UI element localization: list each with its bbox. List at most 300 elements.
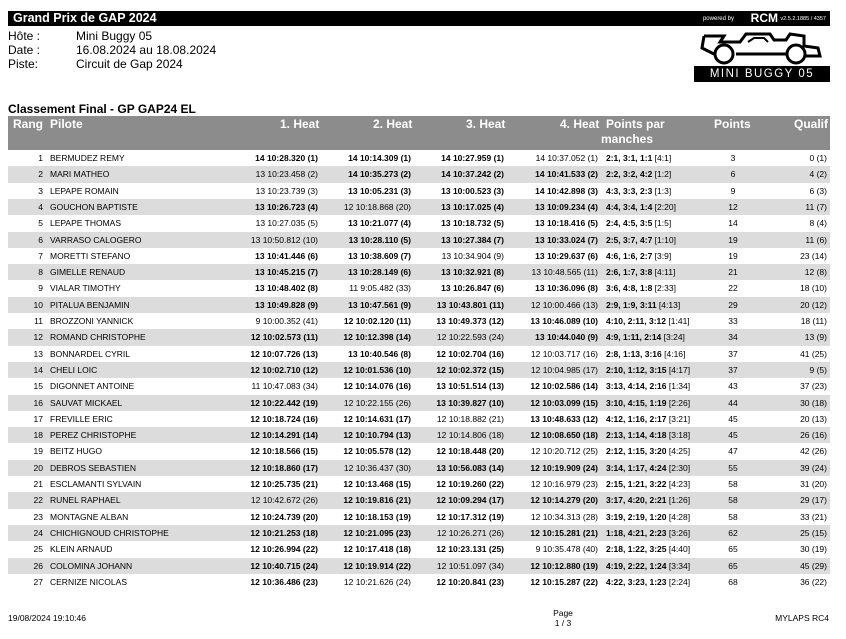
cell-heat3: 13 10:27.384 (7) [441,234,504,245]
cell-heat2: 13 10:47.561 (9) [348,299,411,310]
cell-rang: 21 [33,479,43,489]
cell-heat4: 12 10:08.650 (18) [530,430,598,441]
cell-qualif: 30 (19) [800,544,827,555]
footer-software: MYLAPS RC4 [775,613,829,623]
cell-points-par-manche: 2:6, 1:7, 3:8 [4:11] [606,267,676,278]
cell-points: 33 [728,316,738,326]
cell-points-par-manche: 2:18, 1:22, 3:25 [4:40] [606,544,691,555]
cell-points-par-manche: 4:4, 3:4, 1:4 [2:20] [606,201,676,212]
info-date-value: 16.08.2024 au 18.08.2024 [76,43,217,57]
cell-rang: 12 [33,332,43,343]
cell-points-par-manche: 2:15, 1:21, 3:22 [4:23] [606,479,691,489]
cell-heat3: 12 10:51.097 (34) [436,560,504,571]
cell-pilote: CHELI LOIC [50,364,98,375]
cell-qualif: 41 (25) [800,348,827,359]
cell-pilote: CERNIZE NICOLAS [50,576,127,587]
cell-rang: 23 [33,511,43,522]
cell-rang: 11 [34,316,43,326]
cell-rang: 27 [33,576,43,587]
cell-heat3: 13 10:00.523 (3) [441,185,504,196]
cell-rang: 3 [38,185,43,196]
cell-qualif: 36 (22) [800,576,827,587]
cell-heat1: 12 10:14.291 (14) [250,430,318,441]
cell-heat3: 12 10:09.294 (17) [436,495,504,506]
cell-pilote: ROMAND CHRISTOPHE [50,332,146,343]
cell-heat2: 12 10:13.468 (15) [343,479,411,489]
cell-points: 45 [728,430,738,441]
cell-heat4: 14 10:37.052 (1) [535,153,598,163]
table-row [8,346,830,362]
col-points-par: Points par [606,117,665,131]
col-heat3: 3. Heat [466,117,506,131]
cell-pilote: LEPAPE ROMAIN [50,185,119,196]
cell-heat2: 12 10:18.153 (19) [343,511,411,522]
cell-heat2: 12 10:18.868 (20) [343,201,411,212]
cell-points-par-manche: 2:13, 1:14, 4:18 [3:18] [606,430,691,441]
cell-heat3: 12 10:26.271 (26) [436,527,504,538]
cell-pilote: BERMUDEZ REMY [50,153,125,163]
cell-points: 65 [728,560,738,571]
cell-rang: 25 [33,544,43,555]
cell-heat2: 14 10:14.309 (1) [348,153,411,163]
table-row [8,492,830,508]
cell-heat4: 13 10:48.565 (11) [531,267,598,278]
cell-qualif: 33 (21) [800,511,827,522]
cell-heat4: 12 10:16.979 (23) [530,479,598,489]
col-points: Points [714,117,751,131]
cell-pilote: PEREZ CHRISTOPHE [50,430,137,441]
cell-qualif: 9 (5) [809,364,827,375]
cell-points: 44 [728,397,738,408]
version-label: v2.5.2.1885 / 4357 [780,16,826,22]
cell-heat2: 12 10:19.914 (22) [343,560,411,571]
cell-rang: 24 [33,527,43,538]
cell-heat1: 12 10:21.253 (18) [250,527,318,538]
cell-pilote: KLEIN ARNAUD [50,544,113,555]
cell-points-par-manche: 3:10, 4:15, 1:19 [2:26] [606,397,691,408]
cell-pilote: FREVILLE ERIC [50,413,113,424]
cell-qualif: 30 (18) [800,397,827,408]
cell-qualif: 13 (9) [804,332,827,343]
cell-heat3: 12 10:14.806 (18) [436,430,504,441]
cell-heat1: 13 10:23.739 (3) [255,185,318,196]
cell-heat3: 14 10:37.242 (2) [441,169,504,180]
cell-heat2: 13 10:40.546 (8) [348,348,411,359]
cell-heat1: 13 10:23.458 (2) [255,169,318,180]
cell-heat1: 12 10:25.735 (21) [250,479,318,489]
cell-points: 45 [728,413,738,424]
cell-heat1: 13 10:27.035 (5) [255,218,318,229]
cell-heat4: 9 10:35.478 (40) [535,544,598,555]
cell-heat4: 13 10:09.234 (4) [535,201,598,212]
cell-heat1: 12 10:26.994 (22) [250,544,318,555]
cell-heat2: 12 10:22.155 (26) [343,397,411,408]
cell-pilote: DEBROS SEBASTIEN [50,462,136,473]
powered-by-label: powered by [702,16,734,22]
cell-heat3: 13 10:32.921 (8) [441,267,504,278]
cell-qualif: 42 (26) [800,446,827,457]
cell-pilote: BROZZONI YANNICK [50,316,134,326]
col-manches: manches [601,132,654,146]
cell-heat2: 12 10:21.095 (23) [343,527,411,538]
table-row [8,215,830,231]
cell-qualif: 11 (6) [805,234,827,245]
cell-pilote: PITALUA BENJAMIN [50,299,130,310]
cell-pilote: ESCLAMANTI SYLVAIN [50,479,142,489]
table-header [8,116,830,150]
cell-heat3: 13 10:26.847 (6) [441,283,504,294]
cell-heat3: 12 10:23.131 (25) [436,544,504,555]
cell-heat4: 12 10:03.099 (15) [530,397,598,408]
table-row [8,378,830,394]
footer-page-label: Page [553,608,573,618]
cell-heat4: 12 10:15.287 (22) [530,576,598,587]
cell-heat4: 13 10:48.633 (12) [530,413,598,424]
cell-heat2: 12 10:10.794 (13) [343,430,411,441]
cell-points-par-manche: 3:14, 1:17, 4:24 [2:30] [606,462,691,473]
cell-heat1: 13 10:45.215 (7) [255,267,318,278]
cell-pilote: COLOMINA JOHANN [50,560,133,571]
cell-heat3: 13 10:17.025 (4) [441,201,504,212]
cell-points: 22 [728,283,738,294]
cell-points: 19 [728,250,738,261]
cell-pilote: BEITZ HUGO [50,446,102,457]
table-row [8,264,830,280]
table-row [8,183,830,199]
cell-pilote: BONNARDEL CYRIL [50,348,130,359]
table-row [8,280,830,296]
cell-heat3: 12 10:02.704 (16) [436,348,504,359]
table-row [8,248,830,264]
table-row [8,541,830,557]
cell-heat2: 12 10:14.631 (17) [343,413,411,424]
info-track-value: Circuit de Gap 2024 [76,57,183,71]
cell-heat3: 12 10:20.841 (23) [436,576,504,587]
cell-pilote: MONTAGNE ALBAN [50,511,129,522]
cell-points-par-manche: 2:4, 4:5, 3:5 [1:5] [606,218,672,229]
cell-heat1: 13 10:48.402 (8) [255,283,318,294]
cell-qualif: 26 (16) [800,430,827,441]
info-date-key: Date : [8,43,41,57]
cell-qualif: 6 (3) [809,185,827,196]
info-host-key: Hôte : [8,29,41,43]
cell-heat1: 12 10:24.739 (20) [250,511,318,522]
cell-heat4: 12 10:14.279 (20) [530,495,598,506]
cell-points: 14 [728,218,738,229]
table-row [8,362,830,378]
info-track-key: Piste: [8,57,39,71]
cell-pilote: MORETTI STEFANO [50,250,131,261]
table-row [8,509,830,525]
cell-pilote: MARI MATHEO [50,169,110,180]
cell-heat3: 12 10:19.260 (22) [436,479,504,489]
cell-pilote: VIALAR TIMOTHY [50,283,121,294]
cell-points-par-manche: 3:17, 4:20, 2:21 [1:26] [606,495,691,506]
cell-points: 21 [728,267,738,278]
cell-heat2: 12 10:14.076 (16) [343,381,411,392]
cell-qualif: 18 (10) [800,283,827,294]
table-row [8,313,830,329]
cell-qualif: 8 (4) [809,218,827,229]
cell-heat2: 12 10:02.120 (11) [343,316,411,326]
cell-points-par-manche: 2:9, 1:9, 3:11 [4:13] [606,299,681,310]
cell-heat2: 12 10:19.816 (21) [343,495,411,506]
col-heat4: 4. Heat [560,117,600,131]
cell-points: 29 [728,299,738,310]
cell-points-par-manche: 4:6, 1:6, 2:7 [3:9] [606,250,672,261]
cell-heat3: 13 10:39.827 (10) [436,397,504,408]
cell-rang: 1 [38,153,43,163]
table-row [8,427,830,443]
cell-rang: 10 [33,299,43,310]
cell-points: 3 [730,153,736,163]
cell-points-par-manche: 4:9, 1:11, 2:14 [3:24] [606,332,685,343]
col-heat1: 1. Heat [280,117,320,131]
cell-heat3: 13 10:51.514 (13) [436,381,504,392]
table-row [8,150,830,166]
cell-heat2: 13 10:21.077 (4) [348,218,411,229]
col-heat2: 2. Heat [373,117,413,131]
table-row [8,443,830,459]
cell-heat3: 13 10:18.732 (5) [441,218,504,229]
cell-heat2: 12 10:01.536 (10) [343,364,411,375]
cell-rang: 6 [38,234,43,245]
cell-heat1: 12 10:18.566 (15) [250,446,318,457]
cell-points-par-manche: 4:22, 3:23, 1:23 [2:24] [606,576,691,587]
cell-heat4: 12 10:00.466 (13) [530,299,598,310]
table-row [8,411,830,427]
table-row [8,166,830,182]
cell-heat4: 13 10:46.089 (10) [530,316,598,326]
cell-heat1: 12 10:02.710 (12) [250,364,318,375]
cell-qualif: 37 (23) [800,381,827,392]
brand-label: RCM [750,11,778,25]
footer-page [523,608,603,628]
cell-points: 65 [728,544,738,555]
cell-heat3: 12 10:18.448 (20) [436,446,504,457]
footer-page-number: 1 / 3 [554,618,572,628]
cell-points: 58 [728,479,738,489]
cell-heat1: 13 10:41.446 (6) [255,250,318,261]
cell-heat2: 12 10:05.578 (12) [343,446,411,457]
cell-qualif: 31 (20) [800,479,827,489]
cell-rang: 15 [33,381,43,392]
cell-heat2: 11 9:05.482 (33) [349,283,411,294]
cell-pilote: CHICHIGNOUD CHRISTOPHE [50,527,169,538]
cell-heat2: 14 10:35.273 (2) [348,169,411,180]
cell-points: 47 [728,446,738,457]
cell-heat2: 12 10:17.418 (18) [343,544,411,555]
table-row [8,232,830,248]
cell-points: 37 [728,348,738,359]
table-row [8,199,830,215]
cell-points-par-manche: 4:3, 3:3, 2:3 [1:3] [606,185,672,196]
buggy-car-icon [700,28,824,66]
info-host-value: Mini Buggy 05 [76,29,153,43]
cell-qualif: 23 (14) [800,250,827,261]
cell-qualif: 20 (12) [800,299,827,310]
cell-heat3: 13 10:56.083 (14) [436,462,504,473]
cell-heat3: 12 10:02.372 (15) [436,364,504,375]
cell-heat4: 13 10:36.096 (8) [535,283,598,294]
report-header-bar [8,11,830,26]
cell-heat2: 13 10:28.110 (5) [348,234,411,245]
cell-heat4: 12 10:20.712 (25) [530,446,598,457]
cell-points-par-manche: 3:6, 4:8, 1:8 [2:33] [606,283,676,294]
cell-heat4: 12 10:19.909 (24) [530,462,598,473]
cell-heat4: 12 10:04.985 (17) [530,364,598,375]
footer-datetime: 19/08/2024 19:10:46 [8,613,86,623]
cell-rang: 20 [33,462,43,473]
cell-heat4: 14 10:42.898 (3) [535,185,598,196]
cell-points: 55 [728,462,738,473]
cell-points-par-manche: 3:13, 4:14, 2:16 [1:34] [606,381,691,392]
cell-points: 6 [730,169,736,180]
cell-heat3: 12 10:17.312 (19) [436,511,504,522]
cell-points-par-manche: 2:1, 3:1, 1:1 [4:1] [606,153,672,163]
cell-pilote: RUNEL RAPHAEL [50,495,121,506]
cell-heat1: 12 10:22.442 (19) [250,397,318,408]
mini-buggy-logo [694,28,830,82]
cell-points-par-manche: 4:10, 2:11, 3:12 [1:41] [606,316,690,326]
cell-points: 19 [728,234,738,245]
cell-points-par-manche: 2:5, 3:7, 4:7 [1:10] [606,234,676,245]
cell-heat1: 12 10:02.573 (11) [250,332,318,343]
cell-heat1: 13 10:49.828 (9) [255,299,318,310]
cell-pilote: GOUCHON BAPTISTE [50,201,138,212]
cell-rang: 13 [33,348,43,359]
cell-rang: 2 [38,169,43,180]
cell-heat2: 12 10:21.626 (24) [343,576,411,587]
cell-heat1: 11 10:47.083 (34) [251,381,318,392]
cell-qualif: 11 (7) [805,201,827,212]
cell-points-par-manche: 3:19, 2:19, 1:20 [4:28] [606,511,691,522]
cell-rang: 8 [38,267,43,278]
cell-heat3: 13 10:34.904 (9) [441,250,504,261]
cell-rang: 17 [33,413,43,424]
cell-heat2: 13 10:05.231 (3) [348,185,411,196]
classement-title: Classement Final - GP GAP24 EL [8,102,196,116]
cell-heat2: 13 10:28.149 (6) [348,267,411,278]
cell-points: 12 [728,201,738,212]
cell-heat1: 9 10:00.352 (41) [255,316,318,326]
cell-heat4: 13 10:18.416 (5) [535,218,598,229]
cell-rang: 19 [33,446,43,457]
table-row [8,558,830,574]
cell-heat1: 12 10:18.724 (16) [250,413,318,424]
cell-pilote: VARRASO CALOGERO [50,234,142,245]
cell-heat4: 12 10:12.880 (19) [530,560,598,571]
cell-points-par-manche: 2:8, 1:13, 3:16 [4:16] [606,348,686,359]
cell-heat2: 12 10:12.398 (14) [343,332,411,343]
table-row [8,460,830,476]
cell-heat1: 13 10:26.723 (4) [255,201,318,212]
cell-points: 58 [728,511,738,522]
cell-points-par-manche: 2:10, 1:12, 3:15 [4:17] [606,364,691,375]
table-row [8,574,830,590]
cell-rang: 5 [38,218,43,229]
cell-heat1: 12 10:42.672 (26) [250,495,318,506]
table-row [8,395,830,411]
cell-heat1: 12 10:36.486 (23) [250,576,318,587]
cell-rang: 9 [38,283,43,294]
table-row [8,525,830,541]
table-row [8,476,830,492]
cell-qualif: 25 (15) [800,527,827,538]
cell-points: 34 [728,332,738,343]
table-row [8,297,830,313]
cell-heat4: 12 10:02.586 (14) [530,381,598,392]
cell-heat3: 14 10:27.959 (1) [441,153,504,163]
cell-heat2: 13 10:38.609 (7) [348,250,411,261]
cell-heat3: 13 10:49.373 (12) [436,316,504,326]
cell-heat4: 13 10:29.637 (6) [535,250,598,261]
cell-rang: 4 [38,201,43,212]
cell-rang: 14 [33,364,43,375]
cell-heat1: 12 10:18.860 (17) [250,462,318,473]
col-pilote: Pilote [50,117,83,131]
cell-rang: 16 [33,397,43,408]
table-row [8,329,830,345]
cell-rang: 26 [33,560,43,571]
cell-points-par-manche: 2:12, 1:15, 3:20 [4:25] [606,446,691,457]
cell-points: 58 [728,495,738,506]
cell-qualif: 12 (8) [804,267,827,278]
cell-points-par-manche: 4:19, 2:22, 1:24 [3:34] [606,560,691,571]
cell-heat1: 12 10:07.726 (13) [250,348,318,359]
cell-qualif: 29 (17) [800,495,827,506]
col-rang: Rang [13,117,43,131]
cell-heat4: 12 10:03.717 (16) [530,348,598,359]
cell-heat4: 13 10:44.040 (9) [535,332,598,343]
cell-qualif: 4 (2) [809,169,827,180]
cell-heat3: 12 10:22.593 (24) [436,332,504,343]
cell-qualif: 0 (1) [809,153,827,163]
cell-pilote: SAUVAT MICKAEL [50,397,123,408]
cell-points: 9 [730,185,736,196]
cell-qualif: 20 (13) [800,413,827,424]
cell-heat3: 12 10:18.882 (21) [436,413,504,424]
cell-pilote: DIGONNET ANTOINE [50,381,135,392]
cell-qualif: 45 (29) [800,560,827,571]
cell-pilote: GIMELLE RENAUD [50,267,126,278]
cell-points: 37 [728,364,738,375]
cell-heat1: 12 10:40.715 (24) [250,560,318,571]
logo-text: MINI BUGGY 05 [694,66,830,82]
cell-rang: 22 [33,495,43,506]
cell-heat4: 13 10:33.024 (7) [535,234,598,245]
col-qualif: Qualif [794,117,829,131]
cell-qualif: 18 (11) [800,316,827,326]
cell-heat1: 14 10:28.320 (1) [255,153,318,163]
cell-pilote: LEPAPE THOMAS [50,218,122,229]
cell-qualif: 39 (24) [800,462,827,473]
cell-heat4: 14 10:41.533 (2) [535,169,598,180]
cell-heat4: 12 10:15.281 (21) [530,527,598,538]
cell-points-par-manche: 4:12, 1:16, 2:17 [3:21] [606,413,691,424]
cell-heat1: 13 10:50.812 (10) [250,234,318,245]
cell-points: 62 [728,527,738,538]
cell-heat4: 12 10:34.313 (28) [530,511,598,522]
cell-points: 68 [728,576,738,587]
cell-points: 43 [728,381,738,392]
cell-heat2: 12 10:36.437 (30) [343,462,411,473]
report-title: Grand Prix de GAP 2024 [13,11,157,25]
cell-heat3: 13 10:43.801 (11) [436,299,504,310]
cell-points-par-manche: 2:2, 3:2, 4:2 [1:2] [606,169,672,180]
cell-rang: 7 [38,250,43,261]
cell-points-par-manche: 1:18, 4:21, 2:23 [3:26] [606,527,691,538]
